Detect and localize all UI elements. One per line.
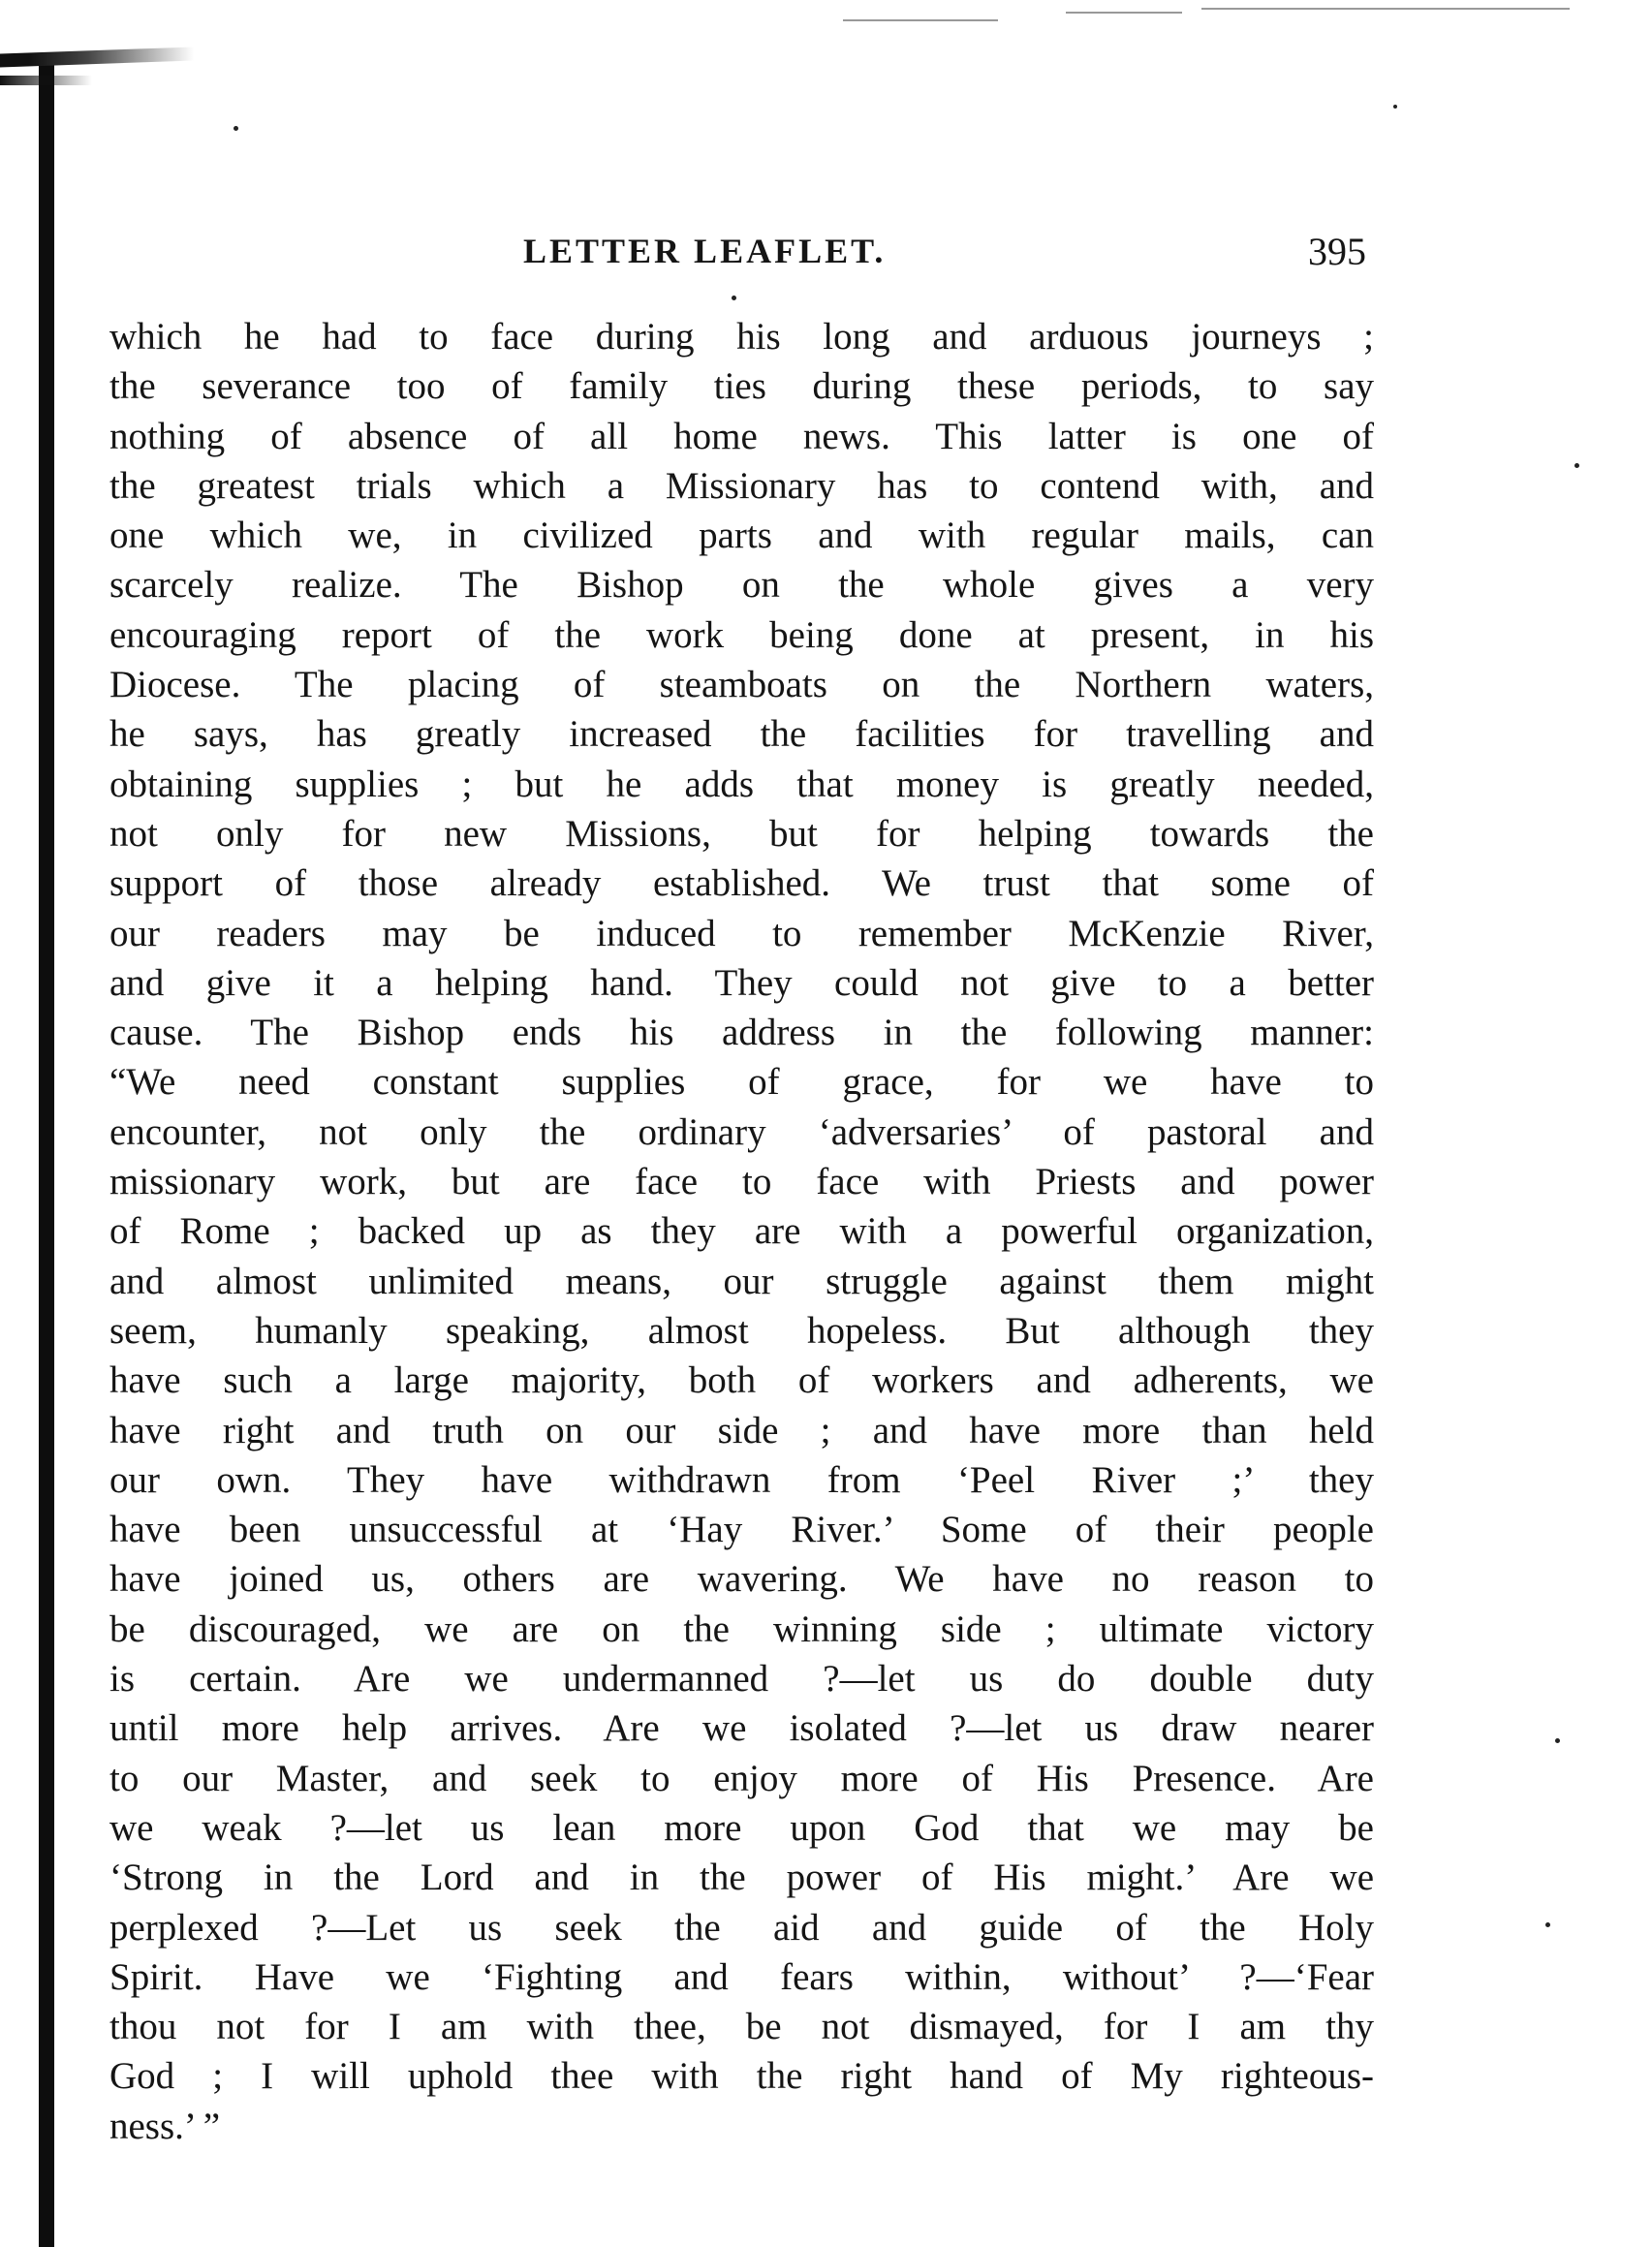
text-line: cause. The Bishop ends his address in the following manner: [109,1012,1374,1054]
text-line: have joined us, others are wavering. We have no reason to [109,1558,1374,1601]
scan-mark [1066,12,1182,14]
scan-mark [1201,8,1570,10]
text-line: scarcely realize. The Bishop on the whole gives a very [109,564,1374,607]
text-line: God ; I will uphold thee with the right hand of My righteous- [109,2055,1374,2098]
text-line: the greatest trials which a Missionary has to contend with, and [109,464,1374,507]
text-line: Diocese. The placing of steamboats on the Northern waters, [109,664,1374,706]
text-line: support of those already established. We trust that some of [109,862,1374,905]
text-line: “We need constant supplies of grace, for we have to [109,1061,1374,1104]
scan-speck [234,126,238,131]
text-line: encouraging report of the work being done at present, in his [109,613,1374,656]
text-line: and give it a helping hand. They could not give to a better [109,961,1374,1004]
scan-speck [1545,1922,1550,1927]
text-line: be discouraged, we are on the winning side ; ultimate victory [109,1607,1374,1650]
text-line: to our Master, and seek to enjoy more of His Presence. Are [109,1757,1374,1799]
scan-speck [1555,1738,1560,1743]
text-line: perplexed ?—Let us seek the aid and guide of the Holy [109,1906,1374,1949]
text-line: is certain. Are we undermanned ?—let us do double duty [109,1658,1374,1701]
text-line: ‘Strong in the Lord and in the power of His might.’ Are we [109,1857,1374,1899]
running-head: LETTER LEAFLET. [523,232,887,270]
text-line: not only for new Missions, but for helping towards the [109,812,1374,855]
text-line: have such a large majority, both of workers and adherents, we [109,1359,1374,1402]
text-line: we weak ?—let us lean more upon God that we may be [109,1806,1374,1849]
text-line: seem, humanly speaking, almost hopeless. But although they [109,1309,1374,1352]
scan-speck [732,296,736,300]
scan-mark [843,19,998,21]
binding-edge [39,58,54,2247]
text-line: and almost unlimited means, our struggle against them might [109,1260,1374,1302]
binding-flare [0,47,194,68]
text-line: our own. They have withdrawn from ‘Peel River ;’ they [109,1458,1374,1501]
text-line: missionary work, but are face to face with Priests and power [109,1161,1374,1203]
text-line: obtaining supplies ; but he adds that money is greatly needed, [109,763,1374,805]
text-line: encounter, not only the ordinary ‘adversaries’ of pastoral and [109,1110,1374,1153]
page-number: 395 [1308,230,1366,273]
text-line: until more help arrives. Are we isolated ?—let us draw nearer [109,1707,1374,1750]
text-line: the severance too of family ties during these periods, to say [109,365,1374,408]
binding-flare [0,76,92,85]
text-line: thou not for I am with thee, be not dismayed, for I am thy [109,2006,1374,2048]
text-line: nothing of absence of all home news. This latter is one of [109,415,1374,457]
scan-speck [1393,105,1397,109]
body-text [109,312,1374,2151]
text-line: Spirit. Have we ‘Fighting and fears within, without’ ?—‘Fear [109,1955,1374,1998]
text-line: have been unsuccessful at ‘Hay River.’ Some of their people [109,1509,1374,1551]
text-line: which he had to face during his long and arduous journeys ; [109,316,1374,358]
text-line: of Rome ; backed up as they are with a powerful organization, [109,1210,1374,1253]
scan-speck [1574,463,1579,468]
text-line: he says, has greatly increased the facilities for travelling and [109,713,1374,756]
text-line: ness.’ ” [109,2105,221,2147]
text-line: have right and truth on our side ; and have more than held [109,1409,1374,1451]
text-line: one which we, in civilized parts and with regular mails, can [109,515,1374,557]
text-line: our readers may be induced to remember McKenzie River, [109,912,1374,954]
